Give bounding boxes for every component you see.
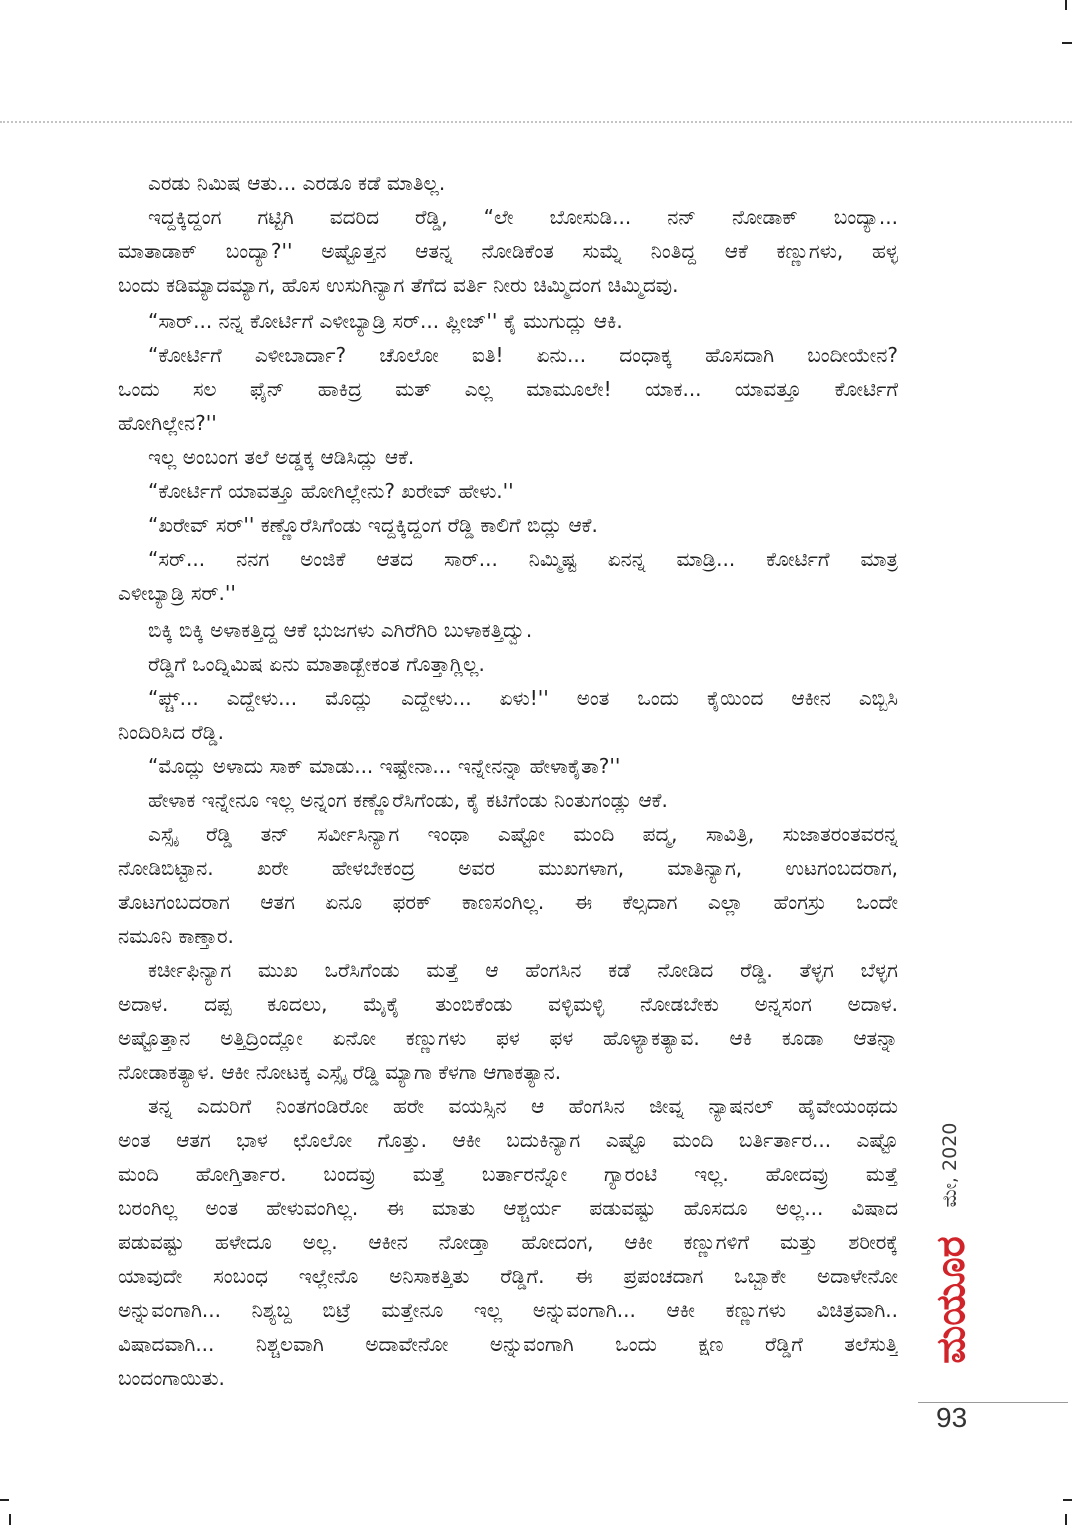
paragraph — [118, 817, 898, 953]
paragraph — [118, 440, 898, 474]
text-line: ಯಾವುದೇ ಸಂಬಂಧ ಇಲ್ಲೇನೊ ಅನಿಸಾಕತ್ತಿತು ರೆಡ್ಡಿಗೆ. ಈ ಪ್ರಪಂಚದಾಗ ಒಬ್ಬಾಕೇ ಅದಾಳೇನೋ — [118, 1264, 898, 1288]
text-line: ನೋಡಿಬಿಟ್ಟಾನ. ಖರೇ ಹೇಳಬೇಕಂದ್ರ ಅವರ ಮುಖಗಳಾಗ, ಮಾತಿನ್ಯಾಗ, ಉಟಗಂಬದರಾಗ, — [118, 856, 898, 880]
text-line: “ಕೋರ್ಟಿಗೆ ಯಾವತ್ತೂ ಹೋಗಿಲ್ಲೇನು? ಖರೇವ್ ಹೇಳು.'' — [148, 479, 514, 503]
text-line: ಹೋಗಿಲ್ಲೇನ?'' — [118, 411, 217, 435]
text-line: “ಕೋರ್ಟಿಗೆ ಎಳೀಬಾರ್ದಾ? ಚೊಲೋ ಐತಿ! ಏನು... ದಂಧಾಕ್ಕ ಹೊಸದಾಗಿ ಬಂದೀಯೇನ? — [148, 343, 898, 367]
paragraph — [118, 338, 898, 440]
text-line: “ಮೊದ್ಲು ಅಳಾದು ಸಾಕ್ ಮಾಡು... ಇಷ್ಟೇನಾ... ಇನ್ನೇನನ್ನಾ ಹೇಳಾಕೈತಾ?'' — [148, 754, 621, 778]
text-line: ಮಾತಾಡಾಕ್ ಬಂದ್ಯಾ?'' ಅಷ್ಟೊತ್ತನ ಆತನ್ನ ನೋಡಿಕೆಂತ ಸುಮ್ನೆ ನಿಂತಿದ್ದ ಆಕೆ ಕಣ್ಣುಗಳು, ಹಳ್ಳ — [118, 239, 898, 263]
text-line: ತನ್ನ ಎದುರಿಗೆ ನಿಂತಗಂಡಿರೋ ಹರೇ ವಯಸ್ಸಿನ ಆ ಹೆಂಗಸಿನ ಜೀವ್ನ ನ್ಯಾಷನಲ್ ಹೈವೇಯಂಥದು — [148, 1094, 898, 1118]
text-line: ಇದ್ದಕ್ಕಿದ್ದಂಗ ಗಟ್ಟಿಗಿ ವದರಿದ ರೆಡ್ಡಿ, “ಲೇ ಬೋಸುಡಿ... ನನ್ ನೋಡಾಕ್ ಬಂದ್ಯಾ... — [148, 205, 898, 229]
text-line: ಅಂತ ಆತಗ ಭಾಳ ಛೊಲೋ ಗೊತ್ತು. ಆಕೀ ಬದುಕಿನ್ಯಾಗ ಎಷ್ಟೊ ಮಂದಿ ಬರ್ತಿರ್ತಾರ... ಎಷ್ಟೊ — [118, 1128, 898, 1152]
text-line: ರೆಡ್ಡಿಗೆ ಒಂದ್ನಿಮಿಷ ಏನು ಮಾತಾಡ್ಬೇಕಂತ ಗೊತ್ತಾಗ್ಲಿಲ್ಲ. — [148, 652, 485, 676]
text-line: “ಸರ್... ನನಗ ಅಂಜಿಕೆ ಆತದ ಸಾರ್... ನಿಮ್ಮಿಷ್ಟ ಏನನ್ನ ಮಾಡ್ರಿ... ಕೋರ್ಟಿಗೆ ಮಾತ್ರ — [148, 547, 898, 571]
text-line: ಕರ್ಚೀಫಿನ್ಯಾಗ ಮುಖ ಒರೆಸಿಗೆಂಡು ಮತ್ತೆ ಆ ಹೆಂಗಸಿನ ಕಡೆ ನೋಡಿದ ರೆಡ್ಡಿ. ತೆಳ್ಳಗ ಬೆಳ್ಳಗ — [148, 958, 898, 982]
issue-date: ಮೇ, 2020 — [939, 1122, 961, 1208]
text-line: “ಖರೇವ್ ಸರ್'' ಕಣ್ಣೊರೆಸಿಗೆಂಡು ಇದ್ದಕ್ಕಿದ್ದಂಗ ರೆಡ್ಡಿ ಕಾಲಿಗೆ ಬಿದ್ಲು ಆಕೆ. — [148, 513, 598, 537]
text-line: “ಸಾರ್... ನನ್ನ ಕೋರ್ಟಿಗೆ ಎಳೀಬ್ಯಾಡ್ರಿ ಸರ್... ಪ್ಲೀಜ್'' ಕೈ ಮುಗುದ್ಲು ಆಕಿ. — [148, 309, 623, 333]
text-line: ನಿಂದಿರಿಸಿದ ರೆಡ್ಡಿ. — [118, 720, 224, 744]
crop-mark — [9, 1514, 11, 1525]
magazine-name: ಮಯೂರ — [928, 1236, 974, 1364]
text-line: ವಿಷಾದವಾಗಿ... ನಿಶ್ಚಲವಾಗಿ ಅದಾವೇನೋ ಅನ್ನುವಂಗಾಗಿ ಒಂದು ಕ್ಷಣ ರೆಡ್ಡಿಗೆ ತಲೆಸುತ್ತಿ — [118, 1332, 898, 1356]
paragraph — [118, 474, 898, 508]
paragraph — [118, 749, 898, 783]
crop-mark — [1062, 42, 1072, 44]
text-line: ಅನ್ನುವಂಗಾಗಿ... ನಿಶ್ಯಬ್ದ ಬಿಟ್ರೆ ಮತ್ತೇನೂ ಇಲ್ಲ ಅನ್ನುವಂಗಾಗಿ... ಆಕೀ ಕಣ್ಣುಗಳು ವಿಚಿತ್ರವಾಗಿ.. — [118, 1298, 898, 1322]
text-line: ತೊಟಗಂಬದರಾಗ ಆತಗ ಏನೂ ಫರಕ್ ಕಾಣಸಂಗಿಲ್ಲ. ಈ ಕೆಲ್ಸದಾಗ ಎಲ್ಲಾ ಹೆಂಗಸ್ರು ಒಂದೇ — [118, 890, 898, 914]
paragraph — [118, 166, 898, 200]
paragraph — [118, 647, 898, 681]
text-line: ಇಲ್ಲ ಅಂಬಂಗ ತಲೆ ಅಡ್ಡಕ್ಕ ಆಡಿಸಿದ್ಲು ಆಕೆ. — [148, 445, 415, 469]
text-line: ಅಷ್ಟೊತ್ತಾನ ಅತ್ತಿದ್ರಿಂದ್ಲೋ ಏನೋ ಕಣ್ಣುಗಳು ಫಳ ಫಳ ಹೊಳ್ಯಾಕತ್ಯಾವ. ಆಕಿ ಕೂಡಾ ಆತನ್ನಾ — [118, 1026, 898, 1050]
paragraph — [118, 783, 898, 817]
dotted-header-rule — [0, 121, 1072, 123]
paragraph — [118, 613, 898, 647]
crop-mark — [0, 1499, 9, 1501]
text-line: ಹೇಳಾಕ ಇನ್ನೇನೂ ಇಲ್ಲ ಅನ್ನಂಗ ಕಣ್ಣೊರೆಸಿಗೆಂಡು, ಕೈ ಕಟಿಗೆಂಡು ನಿಂತುಗಂಡ್ಲು ಆಕೆ. — [148, 788, 668, 812]
paragraph — [118, 200, 898, 302]
crop-mark — [1065, 0, 1067, 10]
text-line: ಒಂದು ಸಲ ಫೈನ್ ಹಾಕಿದ್ರ ಮತ್ ಎಲ್ಲ ಮಾಮೂಲೇ! ಯಾಕ... ಯಾವತ್ತೂ ಕೋರ್ಟಿಗೆ — [118, 377, 898, 401]
paragraph — [118, 681, 898, 749]
text-line: ಬಂದು ಕಡಿಮ್ಯಾದಮ್ಯಾಗ, ಹೊಸ ಉಸುಗಿನ್ಯಾಗ ತೆಗೆದ ವರ್ತಿ ನೀರು ಚಿಮ್ಮಿದಂಗ ಚಿಮ್ಮಿದವು. — [118, 273, 679, 297]
text-line: ನಮೂನಿ ಕಾಣ್ತಾರ. — [118, 924, 234, 948]
text-line: ಬರಂಗಿಲ್ಲ ಅಂತ ಹೇಳುವಂಗಿಲ್ಲ. ಈ ಮಾತು ಆಶ್ಚರ್ಯ ಪಡುವಷ್ಟು ಹೊಸದೂ ಅಲ್ಲ... ವಿಷಾದ — [118, 1196, 898, 1220]
text-line: “ಪ್ಚ್... ಎದ್ದೇಳು... ಮೊದ್ಲು ಎದ್ದೇಳು... ಏಳು!'' ಅಂತ ಒಂದು ಕೈಯಿಂದ ಆಕೀನ ಎಬ್ಬಿಸಿ — [148, 686, 898, 710]
paragraph — [118, 304, 898, 338]
text-line: ಪಡುವಷ್ಟು ಹಳೇದೂ ಅಲ್ಲ. ಆಕೀನ ನೋಡ್ತಾ ಹೋದಂಗ, ಆಕೀ ಕಣ್ಣುಗಳಿಗೆ ಮತ್ತು ಶರೀರಕ್ಕೆ — [118, 1230, 898, 1254]
page-number: 93 — [936, 1402, 968, 1433]
text-line: ಎರಡು ನಿಮಿಷ ಆತು... ಎರಡೂ ಕಡೆ ಮಾತಿಲ್ಲ. — [148, 171, 446, 195]
article-body — [118, 166, 898, 1395]
crop-mark — [1065, 1514, 1067, 1525]
text-line: ನೋಡಾಕತ್ಯಾಳ. ಆಕೀ ನೋಟಕ್ಕ ಎಸ್ಸೈ ರೆಡ್ಡಿ ಮ್ಯಾಗಾ ಕೆಳಗಾ ಆಗಾಕತ್ಯಾನ. — [118, 1060, 562, 1084]
paragraph — [118, 1089, 898, 1395]
paragraph — [118, 953, 898, 1089]
crop-mark — [1063, 1499, 1072, 1501]
paragraph — [118, 508, 898, 542]
text-line: ಬಂದಂಗಾಯಿತು. — [118, 1366, 225, 1390]
text-line: ಎಸ್ಸೈ ರೆಡ್ಡಿ ತನ್ ಸರ್ವೀಸಿನ್ಯಾಗ ಇಂಥಾ ಎಷ್ಟೋ ಮಂದಿ ಪದ್ಮ, ಸಾವಿತ್ರಿ, ಸುಜಾತರಂತವರನ್ನ — [148, 822, 898, 846]
text-line: ಅದಾಳ. ದಪ್ಪ ಕೂದಲು, ಮೈಕೈ ತುಂಬಿಕೆಂಡು ವಳ್ಳಿಮಳ್ಳಿ ನೋಡಬೇಕು ಅನ್ನಸಂಗ ಅದಾಳ. — [118, 992, 898, 1016]
paragraph — [118, 542, 898, 610]
text-line: ಬಿಕ್ಕಿ ಬಿಕ್ಕಿ ಅಳಾಕತ್ತಿದ್ದ ಆಕೆ ಭುಜಗಳು ಎಗಿರೆಗಿರಿ ಬುಳಾಕತ್ತಿದ್ವು. — [148, 618, 533, 642]
text-line: ಮಂದಿ ಹೋಗ್ತಿರ್ತಾರ. ಬಂದವ್ರು ಮತ್ತೆ ಬರ್ತಾರನ್ನೋ ಗ್ಯಾರಂಟಿ ಇಲ್ಲ. ಹೋದವ್ರು ಮತ್ತೆ — [118, 1162, 898, 1186]
text-line: ಎಳೀಬ್ಯಾಡ್ರಿ ಸರ್.'' — [118, 581, 236, 605]
